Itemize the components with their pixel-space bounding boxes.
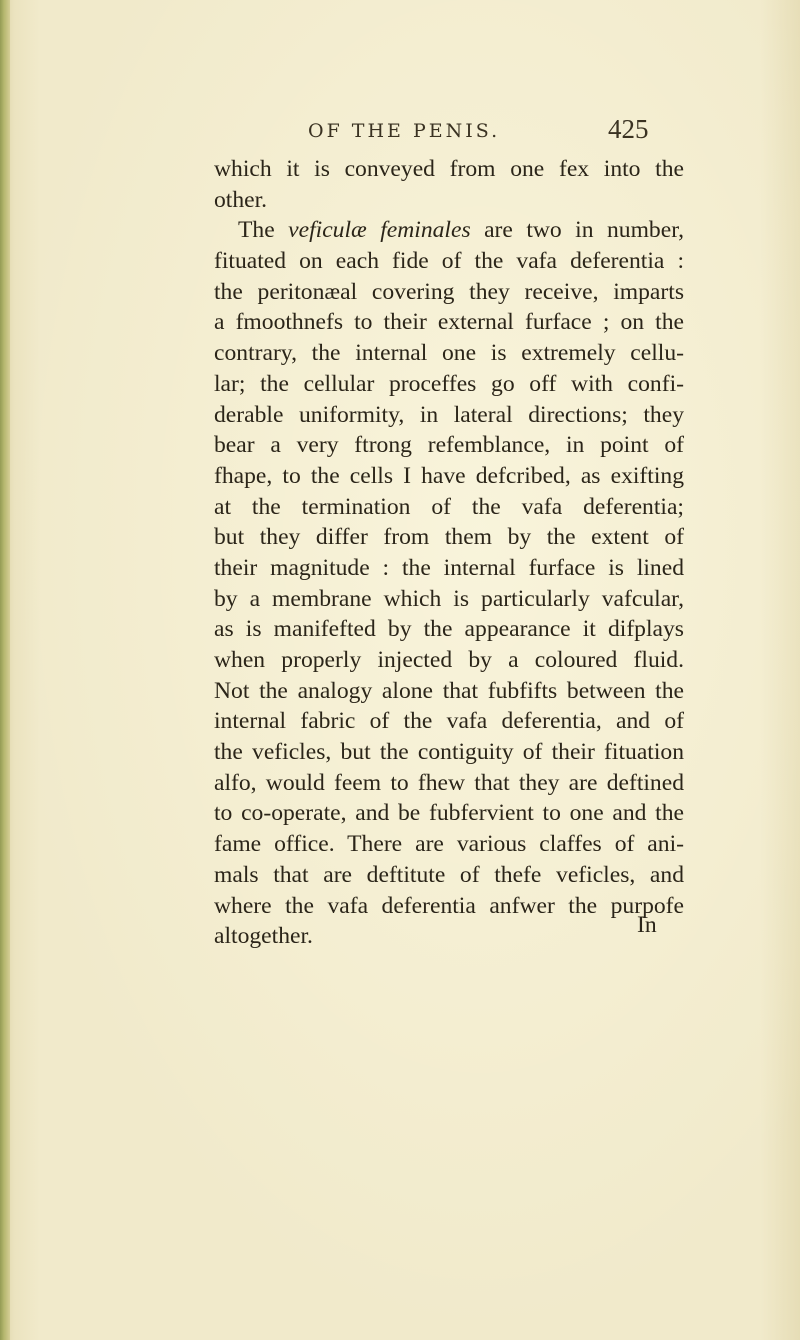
body-text bbox=[214, 154, 684, 952]
text-line: alfo, would feem to fhew that they are deftined bbox=[214, 769, 684, 796]
text-line: when properly injected by a coloured fluid. bbox=[214, 647, 684, 673]
text-line: contrary, the internal one is extremely cellu- bbox=[214, 340, 684, 367]
text-line: fame office. There are various claffes of ani- bbox=[214, 831, 684, 858]
text-line: which it is conveyed from one fex into the bbox=[214, 156, 684, 182]
text-line: Not the analogy alone that fubfifts between the bbox=[214, 677, 684, 704]
text-line: but they differ from them by the extent of bbox=[214, 524, 684, 551]
text-segment: The bbox=[238, 217, 289, 244]
text-line: by a membrane which is particularly vafcular, bbox=[214, 585, 684, 612]
text-line: as is manifefted by the appearance it difplays bbox=[214, 616, 684, 643]
text-line: the peritonæal covering they receive, imparts bbox=[214, 278, 684, 305]
text-line: bear a very ftrong refemblance, in point of bbox=[214, 432, 684, 459]
text-line: internal fabric of the vafa deferentia, and of bbox=[214, 708, 684, 735]
running-head: OF THE PENIS. bbox=[308, 120, 501, 142]
text-line: fituated on each fide of the vafa deferentia : bbox=[214, 248, 684, 275]
text-line: to co-operate, and be fubfervient to one and the bbox=[214, 800, 684, 827]
text-line: their magnitude : the internal furface is lined bbox=[214, 554, 684, 581]
text-line: lar; the cellular proceffes go off with confi- bbox=[214, 370, 684, 397]
text-line bbox=[214, 215, 684, 246]
page-gutter-edge bbox=[0, 0, 10, 1340]
text-line: where the vafa deferentia anfwer the purpofe bbox=[214, 892, 684, 919]
page-header bbox=[0, 114, 800, 158]
page-number: 425 bbox=[608, 114, 649, 144]
text-line: mals that are deftitute of thefe veficles, and bbox=[214, 861, 684, 888]
text-line: the veficles, but the contiguity of their fituation bbox=[214, 739, 684, 766]
text-line: altogether. bbox=[214, 923, 313, 950]
catchword: In bbox=[637, 912, 657, 938]
text-line: fhape, to the cells I have defcribed, as exifting bbox=[214, 462, 684, 489]
text-line: other. bbox=[214, 186, 268, 213]
text-line: derable uniformity, in lateral directions; they bbox=[214, 401, 684, 428]
text-line: at the termination of the vafa deferentia; bbox=[214, 493, 684, 520]
text-segment: are two in number, bbox=[470, 217, 685, 244]
text-line: a fmoothnefs to their external furface ; on the bbox=[214, 309, 684, 336]
italic-term: veficulæ feminales bbox=[288, 217, 471, 244]
